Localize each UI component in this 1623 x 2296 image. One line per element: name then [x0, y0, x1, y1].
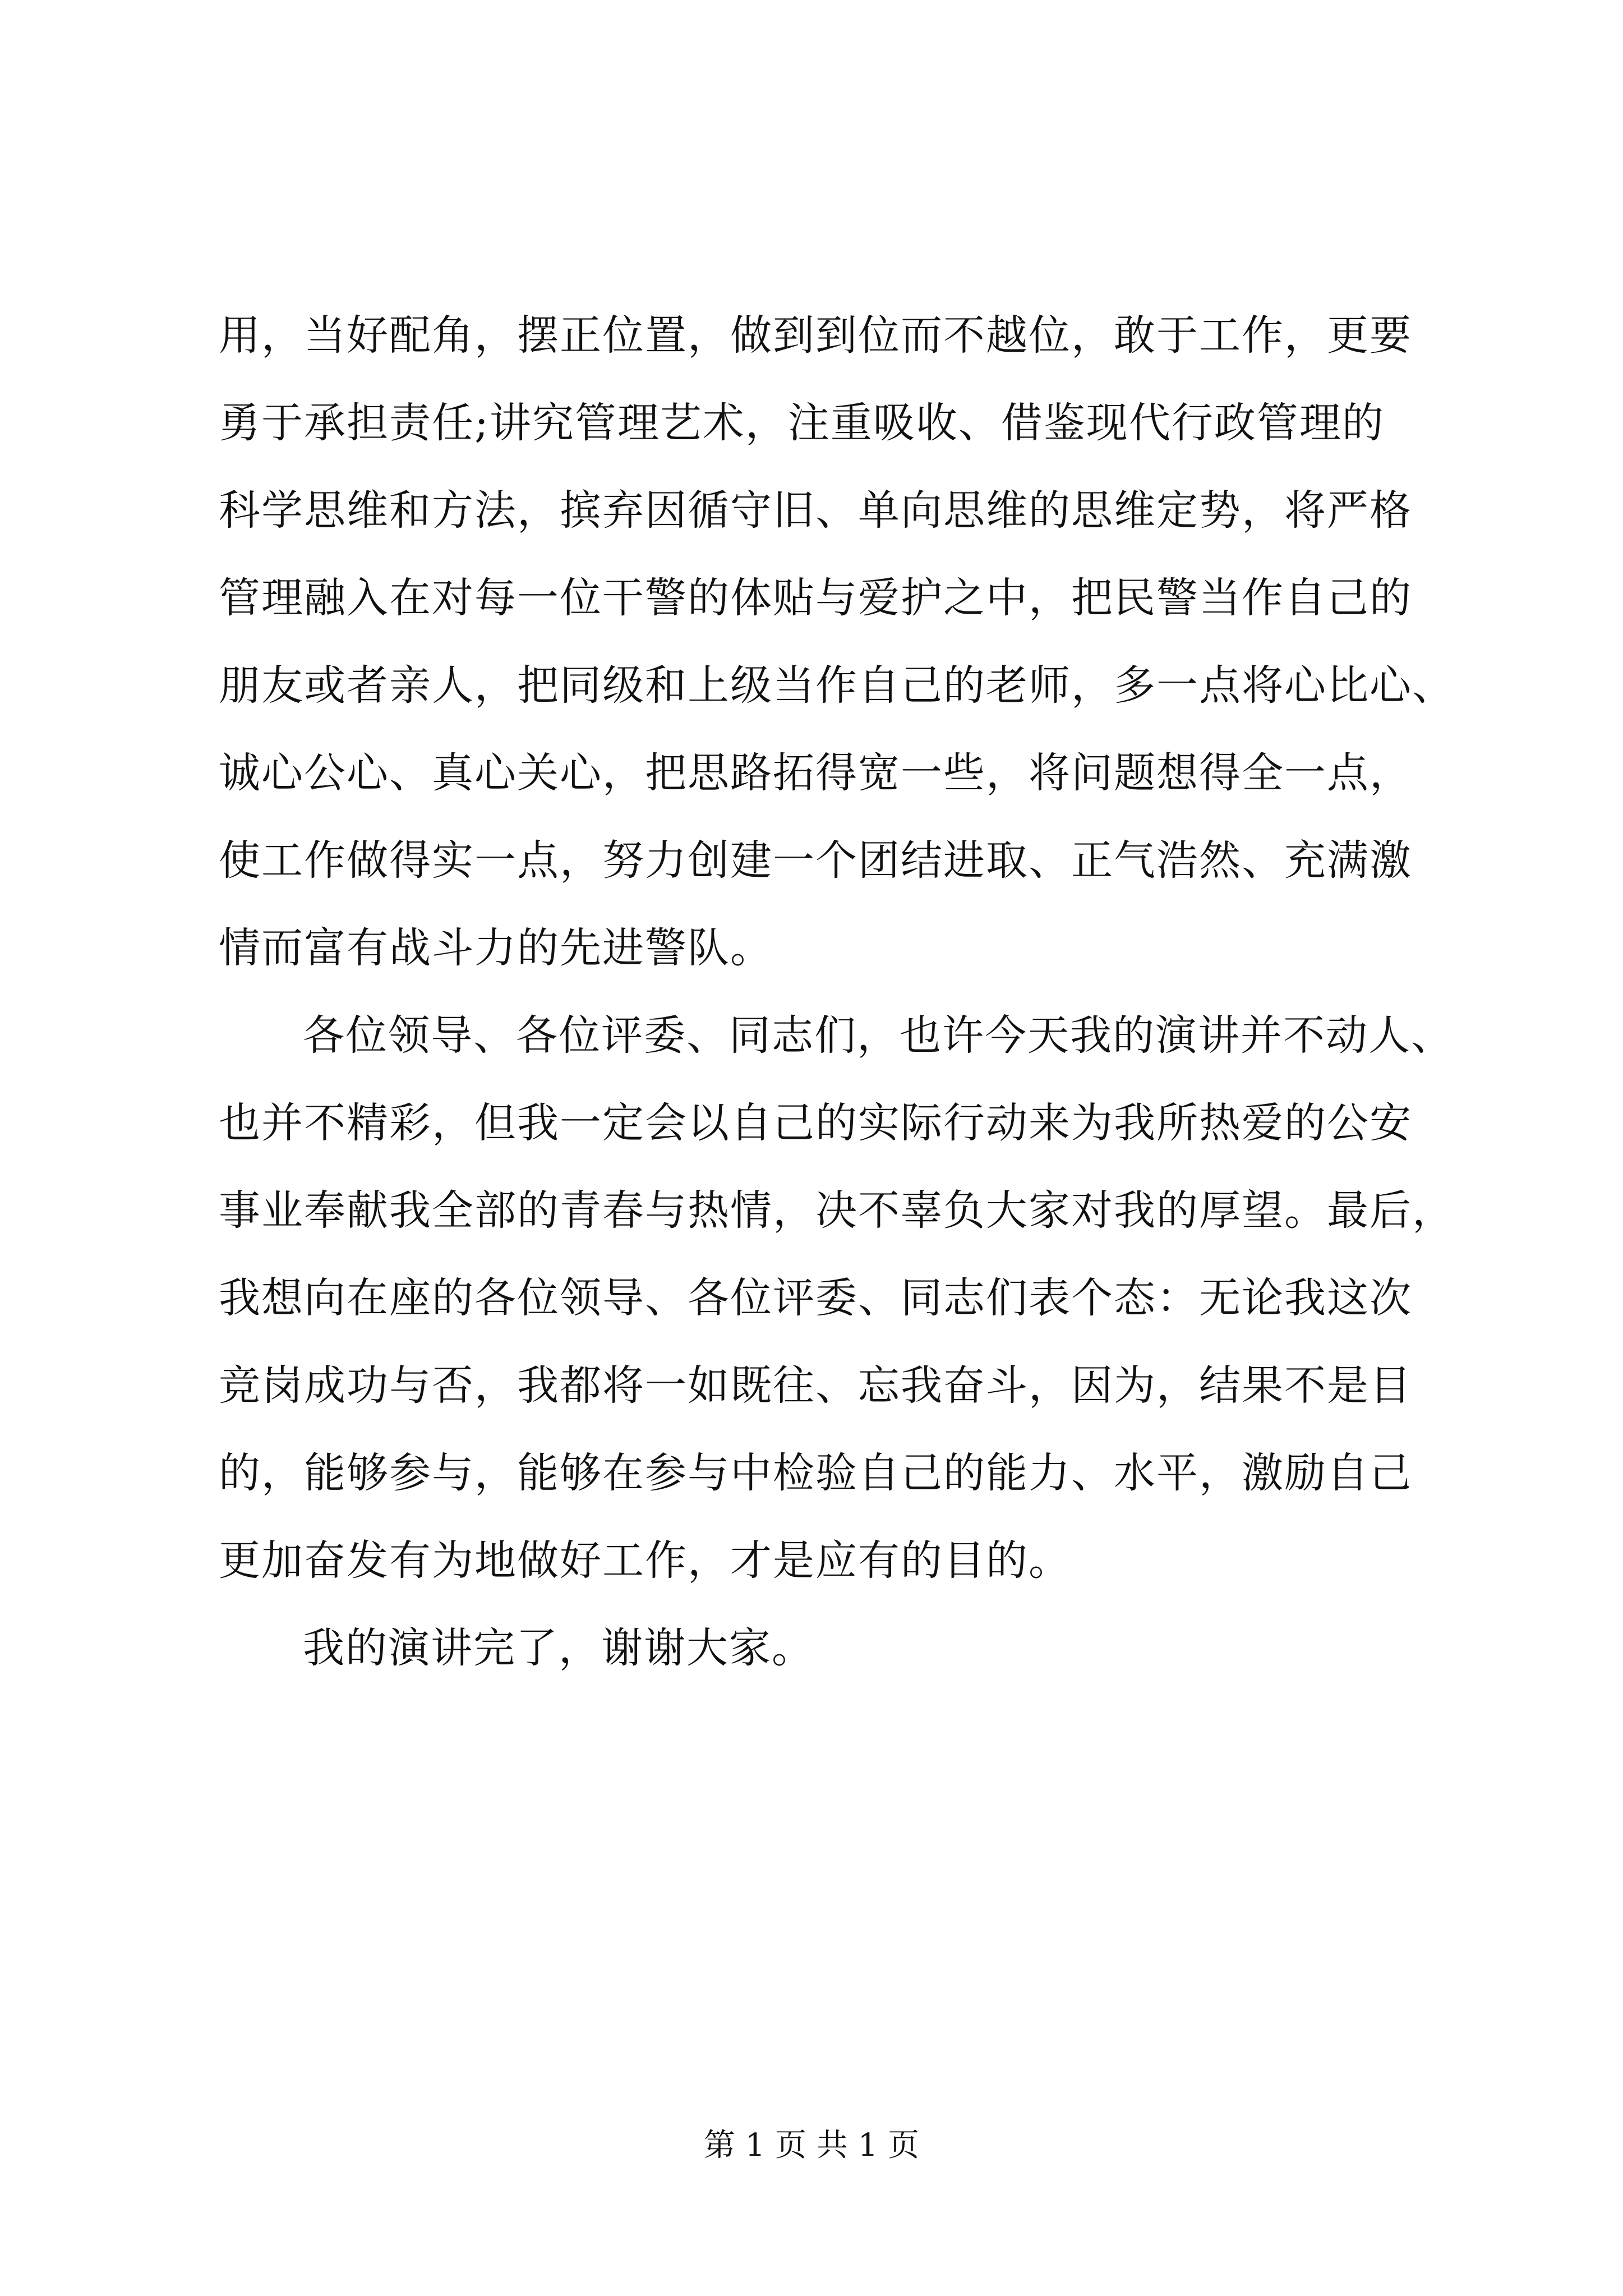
paragraph-2: [219, 992, 1455, 1604]
text-line: 更加奋发有为地做好工作，才是应有的目的。: [219, 1536, 1071, 1585]
text-line: 情而富有战斗力的先进警队。: [219, 924, 773, 972]
text-line: 勇于承担责任;讲究管理艺术，注重吸收、借鉴现代行政管理的: [219, 399, 1385, 447]
text-line: 管理融入在对每一位干警的体贴与爱护之中，把民警当作自己的: [219, 574, 1412, 622]
text-line: 使工作做得实一点，努力创建一个团结进取、正气浩然、充满激: [219, 836, 1412, 885]
text-line: 我想向在座的各位领导、各位评委、同志们表个态：无论我这次: [219, 1274, 1412, 1322]
text-line: 也并不精彩，但我一定会以自己的实际行动来为我所热爱的公安: [219, 1099, 1412, 1147]
text-line: 的，能够参与，能够在参与中检验自己的能力、水平，激励自己: [219, 1449, 1412, 1497]
text-line: 诚心公心、真心关心，把思路拓得宽一些，将问题想得全一点，: [219, 749, 1412, 797]
paragraph-3: [219, 1604, 1408, 1692]
text-line: 科学思维和方法，摈弃因循守旧、单向思维的思维定势，将严格: [219, 486, 1412, 535]
text-line: 用，当好配角，摆正位置，做到到位而不越位，敢于工作，更要: [219, 311, 1412, 360]
text-line: 我的演讲完了，谢谢大家。: [303, 1624, 814, 1672]
text-line: 朋友或者亲人，把同级和上级当作自己的老师，多一点将心比心、: [219, 661, 1455, 710]
paragraph-1: [219, 292, 1455, 992]
text-line: 各位领导、各位评委、同志们，也许今天我的演讲并不动人、: [303, 1011, 1454, 1060]
page-footer: 第 1 页 共 1 页: [703, 2127, 920, 2164]
text-line: 事业奉献我全部的青春与热情，决不辜负大家对我的厚望。最后，: [219, 1186, 1455, 1235]
document-body: [219, 292, 1455, 1692]
text-line: 竞岗成功与否，我都将一如既往、忘我奋斗，因为，结果不是目: [219, 1361, 1412, 1410]
